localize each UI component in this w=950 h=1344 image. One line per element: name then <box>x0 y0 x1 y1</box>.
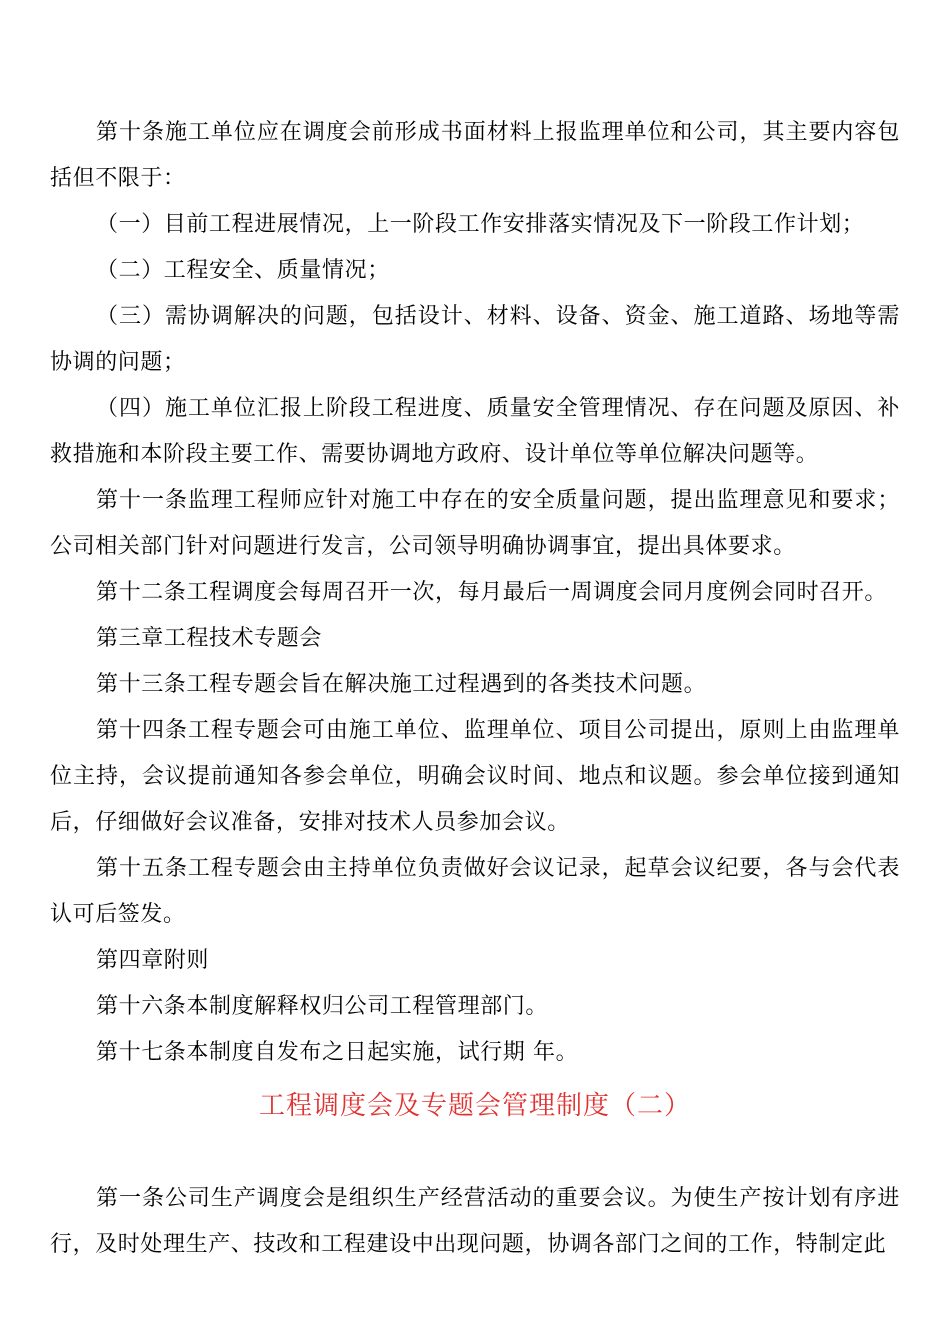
paragraph-item-1: （一）目前工程进展情况，上一阶段工作安排落实情况及下一阶段工作计划； <box>96 212 865 237</box>
paragraph-item-2: （二）工程安全、质量情况； <box>96 258 390 283</box>
paragraph-article-12: 第十二条工程调度会每周召开一次，每月最后一周调度会同月度例会同时召开。 <box>96 580 888 605</box>
document-page <box>50 110 900 1268</box>
paragraph-article-10: 第十条施工单位应在调度会前形成书面材料上报监理单位和公司，其主要内容包括但不限于： <box>50 120 900 191</box>
paragraph-item-3: （三）需协调解决的问题，包括设计、材料、设备、资金、施工道路、场地等需协调的问题； <box>50 304 900 375</box>
paragraph-article-13: 第十三条工程专题会旨在解决施工过程遇到的各类技术问题。 <box>96 672 707 697</box>
paragraph-article-14: 第十四条工程专题会可由施工单位、监理单位、项目公司提出，原则上由监理单位主持，会议提前通知各参会单位，明确会议时间、地点和议题。参会单位接到通知后，仔细做好会议准备，安排对技术人员参加会议。 <box>50 718 900 835</box>
chapter-3-heading: 第三章工程技术专题会 <box>96 626 323 651</box>
chapter-4-heading: 第四章附则 <box>96 948 210 973</box>
paragraph-article-15: 第十五条工程专题会由主持单位负责做好会议记录，起草会议纪要，各与会代表认可后签发。 <box>50 856 900 927</box>
section-title: 工程调度会及专题会管理制度（二） <box>258 1091 691 1121</box>
paragraph-article-17: 第十七条本制度自发布之日起实施，试行期 年。 <box>96 1040 579 1065</box>
paragraph-item-4: （四）施工单位汇报上阶段工程进度、质量安全管理情况、存在问题及原因、补救措施和本阶段主要工作、需要协调地方政府、设计单位等单位解决问题等。 <box>50 396 900 467</box>
paragraph-article-16: 第十六条本制度解释权归公司工程管理部门。 <box>96 994 549 1019</box>
paragraph-article-11: 第十一条监理工程师应针对施工中存在的安全质量问题，提出监理意见和要求；公司相关部门针对问题进行发言，公司领导明确协调事宜，提出具体要求。 <box>50 488 900 559</box>
paragraph-part2-article-1: 第一条公司生产调度会是组织生产经营活动的重要会议。为使生产按计划有序进行，及时处理生产、技改和工程建设中出现问题，协调各部门之间的工作，特制定此 <box>50 1186 900 1257</box>
